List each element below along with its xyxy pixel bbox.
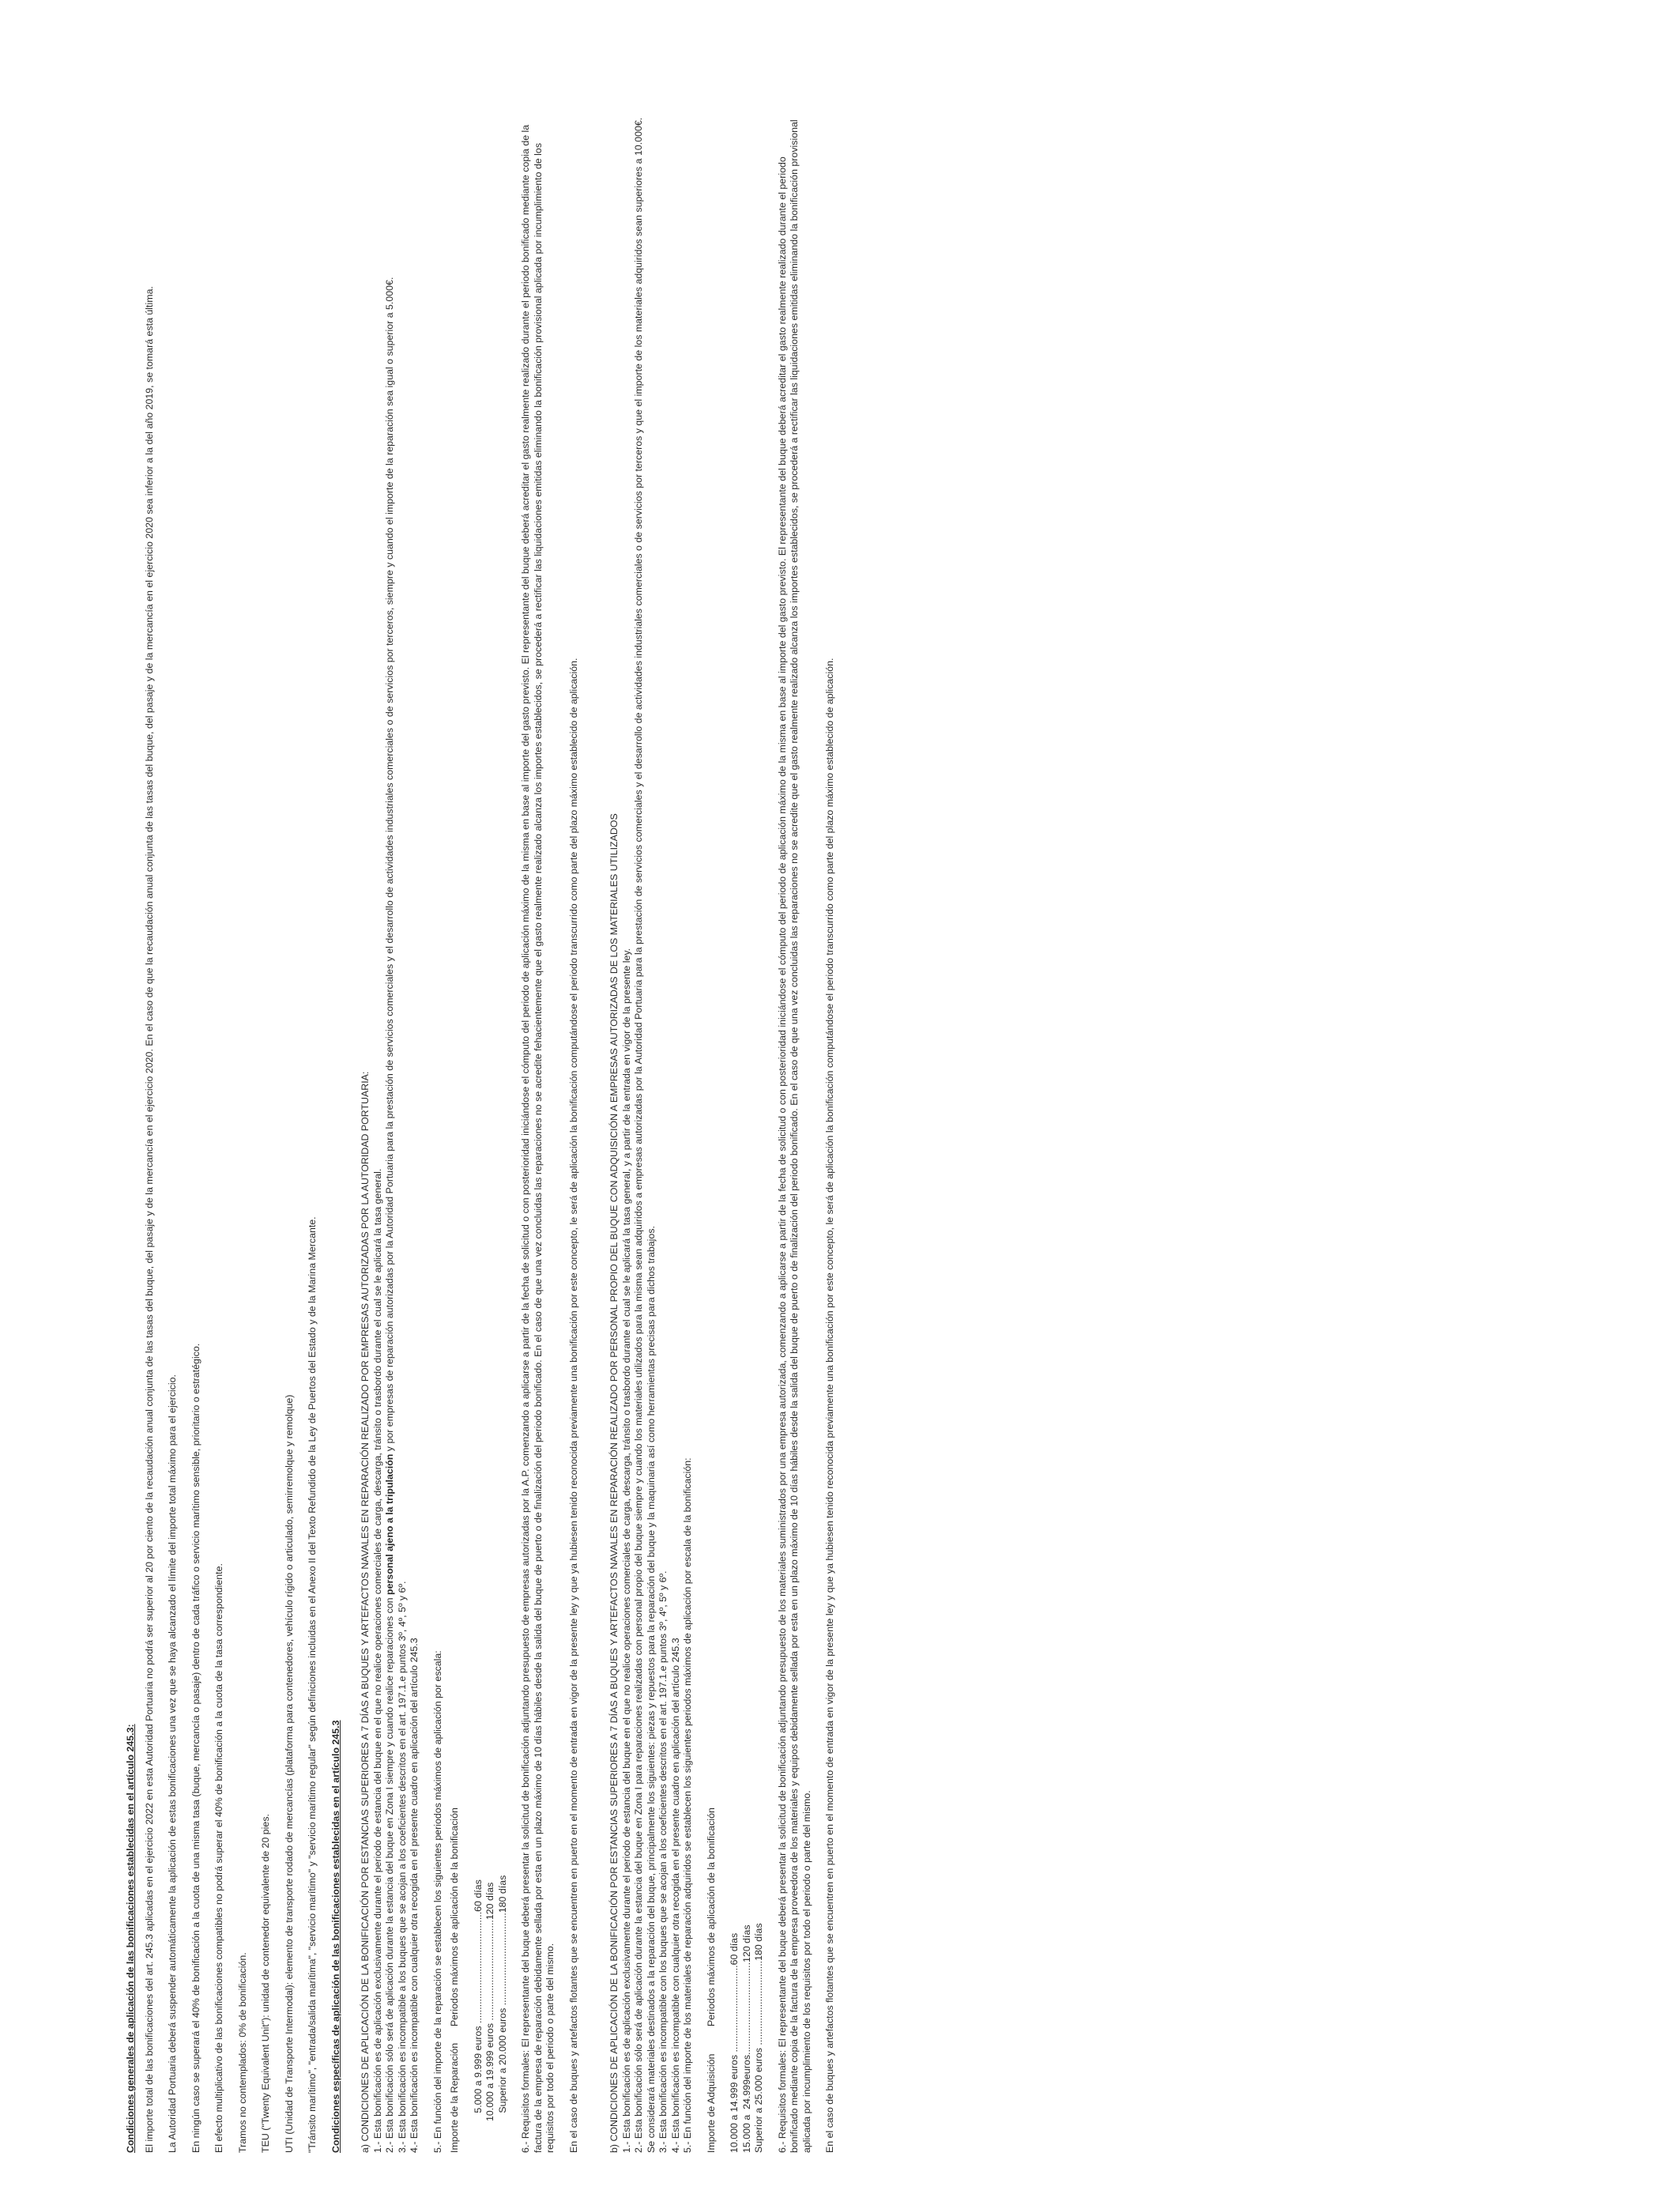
section-a-scale-rows — [473, 110, 510, 2121]
section-b-heading: b) CONDICIONES DE APLICACIÓN DE LA BONIFICACIÓN POR ESTANCIAS SUPERIORES A 7 DÍAS A BUQUES Y ARTEFACTOS NAVALES EN REPARACIÓN REALIZADO POR PERSONAL PROPIO DEL BUQUE CON ADQUISICIÓN A EMPRESAS AUTORIZADAS DE LOS MATERIALES UTILIZADOS — [608, 813, 620, 2153]
section-a-scale-intro: 5.- En función del importe de la reparación se establecen los siguientes periodos máximos de aplicación por escala: — [431, 1650, 443, 2153]
section-a-scale-row-1: 5.000 a 9.999 euros .........................................60 días — [472, 1879, 484, 2121]
general-paragraph-1: El importe total de las bonificaciones del art. 245.3 aplicadas en el ejercicio 2022 en esta Autoridad Portuaria no podrá ser superior al 20 por ciento de la recaudación anual conjunta de las tasas del buque, del pasaje y de la mercancía en el ejercicio 2020. En el caso de que la recaudación anual conjunta de las tasas del buque, del pasaje y de la mercancía en el ejercicio 2020 sea inferior a la del año 2019, se tomará esta última. — [143, 286, 155, 2153]
general-paragraph-5: Tramos no contemplados: 0% de bonificación. — [236, 1952, 248, 2153]
general-paragraph-6: TEU ("Twenty Equivalent Unit"): unidad de contenedor equivalente de 20 pies. — [260, 1814, 271, 2153]
section-b-scale-row-2: 15.000 a 24.999euros..................................120 días — [740, 1924, 752, 2153]
section-a-item-2 — [384, 110, 397, 2153]
section-b-item-3: 3.- Esta bonificación es incompatible con los buques que se acojan a los coeficientes descritos en el art. 197.1.e puntos 3º, 4º, 5º y 6º. — [657, 1570, 669, 2153]
section-b-item-1: 1.- Esta bonificación es de aplicación exclusivamente durante el periodo de estancia del buque en el que no realice operaciones comerciales de carga, descarga, tránsito o trasbordo durante el cual se le aplicará la tasa general, y a partir de la entrada en vigor de la presente ley. — [620, 948, 632, 2153]
specific-conditions-title: Condiciones específicas de aplicación de las bonificaciones establecidas en el artículo 245.3 — [330, 1720, 341, 2153]
general-paragraph-8: "Tránsito marítimo", "entrada/salida marítima", "servicio marítimo" y "servicio marítimo regular" según definiciones incluidas en el Anexo II del Texto Refundido de la Ley de Puertos del Estado y de la Marina Mercante. — [307, 1216, 318, 2153]
section-a-item-3: 3.- Esta bonificación es incompatible a los buques que se acojan a los coeficientes descritos en el art. 197.1.e puntos 3º, 4º, 5º y 6º. — [396, 1581, 408, 2153]
section-a-heading: a) CONDICIONES DE APLICACIÓN DE LA BONIFICACIÓN POR ESTANCIAS SUPERIORES A 7 DÍAS A BUQUES Y ARTEFACTOS NAVALES EN REPARACIÓN REALIZADO POR EMPRESAS AUTORIZADAS POR LA AUTORIDAD PORTUARIA: — [360, 1071, 371, 2153]
section-b-item-2: 2.- Esta bonificación sólo será de aplicación durante la estancia del buque en Zona I para reparaciones realizadas con personal propio del buque siempre y cuando los materiales utilizados para la misma sean adquiridos a empresas autorizadas por la Autoridad Portuaria para la prestación de servicios comerciales y el desarrollo de actividades industriales comerciales o de servicios por terceros y que el importe de los materiales adquiridos sean superiores a 10.000€. Se considerará materiales destinados a la reparación del buque, principalmente los siguientes: piezas y repuestos para la reparación del buque y la maquinaria así como herramientas precisas para dichos trabajos. — [633, 117, 657, 2153]
section-a-scale-col2: Periodos máximos de aplicación de la bonificación — [449, 1808, 460, 2026]
section-b-scale-header — [706, 1808, 718, 2153]
rotated-page — [0, 60, 1612, 2194]
section-b-scale-col1: Importe de Adquisición — [705, 2053, 717, 2153]
section-b-item-4: 4.- Esta bonificación es incompatible con cualquier otra recogida en el presente cuadro en aplicación del artículo 245.3 — [669, 1638, 681, 2153]
general-paragraph-2: La Autoridad Portuaria deberá suspender automáticamente la aplicación de estas bonificaciones una vez que se haya alcanzado el límite del importe total máximo para el ejercicio. — [167, 1374, 178, 2153]
section-a-item-2-start: 2.- Esta bonificación sólo será de aplicación durante la estancia del buque en Zona I siempre y cuando realice reparaciones con — [384, 1594, 395, 2153]
section-a-scale-col1: Importe de la Reparación — [449, 2042, 460, 2153]
general-paragraph-3: En ningún caso se superará el 40% de bonificación a la cuota de una misma tasa (buque, mercancía o pasaje) dentro de cada tráfico o servicio marítimo sensible, prioritario o estratégico. — [190, 1343, 202, 2153]
general-paragraph-7: UTI (Unidad de Transporte Intermodal): elemento de transporte rodado de mercancías (plataforma para contenedores, vehículo rígido o articulado, semirremolque y remolque) — [283, 1394, 295, 2153]
section-a-floating: En el caso de buques y artefactos flotantes que se encuentren en puerto en el momento de entrada en vigor de la presente ley y que ya hubiesen tenido reconocida previamente una bonificación por este concepto, le será de aplicación la bonificación computándose el periodo transcurrido como parte del plazo máximo establecido de aplicación. — [567, 658, 579, 2153]
section-b-item-6: 6.- Requisitos formales: El representante del buque deberá presentar la solicitud de bonificación adjuntando presupuesto de los materiales suministrados por una empresa autorizada, comenzando a aplicarse a partir de la fecha de solicitud o con posterioridad iniciándose el cómputo del periodo de aplicación máximo de la misma en base al importe del gasto previsto. El representante del buque deberá acreditar el gasto realmente realizado durante el periodo bonificado mediante copia de la factura de la empresa proveedora de los materiales y equipos debidamente sellada por esta en un plazo máximo de 10 días hábiles desde la salida del buque de puerto o de finalización del periodo bonificado. En el caso de que una vez concluidas las reparaciones no se acredite que el gasto realmente realizado alcanza los importes establecidos, se procederá a rectificar las liquidaciones emitidas eliminando la bonificación provisional aplicada por incumplimiento de los requisitos por todo el periodo o parte del mismo. — [776, 119, 812, 2153]
document-body — [125, 110, 1097, 2153]
section-b-floating: En el caso de buques y artefactos flotantes que se encuentren en puerto en el momento de entrada en vigor de la presente ley y que ya hubiesen tenido reconocida previamente una bonificación por este concepto, le será de aplicación la bonificación computándose el periodo transcurrido como parte del plazo máximo establecido de aplicación. — [824, 658, 835, 2153]
section-b-item-5: 5.- En función del importe de los materiales de reparación adquiridos se establecen los siguientes periodos máximos de aplicación por escala de la bonificación: — [682, 1457, 693, 2153]
section-b-scale-row-1: 10.000 a 14.999 euros ................................60 días — [729, 1932, 740, 2153]
section-a-item-2-end: y por empresas de reparación autorizadas por la Autoridad Portuaria para la prestación de servicios comerciales y el desarrollo de actividades industriales comerciales o de servicios por terceros, siempre y cuando el importe de la reparación sea igual o superior a 5.000€. — [384, 277, 395, 1454]
section-a-item-2-bold: personal ajeno a la tripulación — [384, 1453, 395, 1595]
section-a-scale-row-3: Superior a 20.000 euros ..................................180 días — [496, 1875, 508, 2121]
section-a-item-4: 4.- Esta bonificación es incompatible con cualquier otra recogida en el presente cuadro en aplicación del artículo 245.3 — [409, 1638, 420, 2153]
section-a-item-1: 1.- Esta bonificación es de aplicación exclusivamente durante el periodo de estancia del buque en el que no realice operaciones comerciales de carga, descarga, tránsito o trasbordo durante el cual se le aplicará la tasa general. — [371, 1168, 383, 2153]
section-a-item-6: 6.- Requisitos formales: El representante del buque deberá presentar la solicitud de bonificación adjuntando presupuesto de empresas autorizadas por la A.P. comenzando a aplicarse a partir de la fecha de solicitud o con posterioridad iniciándose el cómputo del periodo de aplicación máximo de la misma en base al importe del gasto previsto. El representante del buque deberá acreditar el gasto realmente realizado durante el periodo bonificado mediante copia de la factura de la empresa de reparación debidamente sellada por esta en un plazo máximo de 10 días hábiles desde la salida del buque de puerto o de finalización del periodo bonificado. En el caso de que una vez concluidas las reparaciones no se acredite fehacientemente que el gasto realmente realizado alcanza los importes establecidos, se procederá a rectificar las liquidaciones emitidas eliminando la bonificación provisional aplicada por incumplimiento de los requisitos por todo el periodo o parte del mismo. — [520, 124, 556, 2153]
section-b-scale-col2: Periodos máximos de aplicación de la bonificación — [705, 1808, 717, 2026]
general-conditions-title: Condiciones generales de aplicación de las bonificaciones establecidas en el artículo 245.3: — [125, 1724, 136, 2153]
section-a-scale-header — [449, 1808, 461, 2153]
general-paragraph-4: El efecto multiplicativo de las bonificaciones compatibles no podrá superar el 40% de bonificación a la cuota de la tasa correspondiente. — [213, 1563, 224, 2153]
section-b-scale-rows — [729, 110, 766, 2153]
section-a-scale-row-2: 10.000 a 19.999 euros .....................................120 días — [484, 1882, 495, 2121]
section-b-scale-row-3: Superior a 25.000 euros ...............................180 días — [753, 1923, 764, 2153]
